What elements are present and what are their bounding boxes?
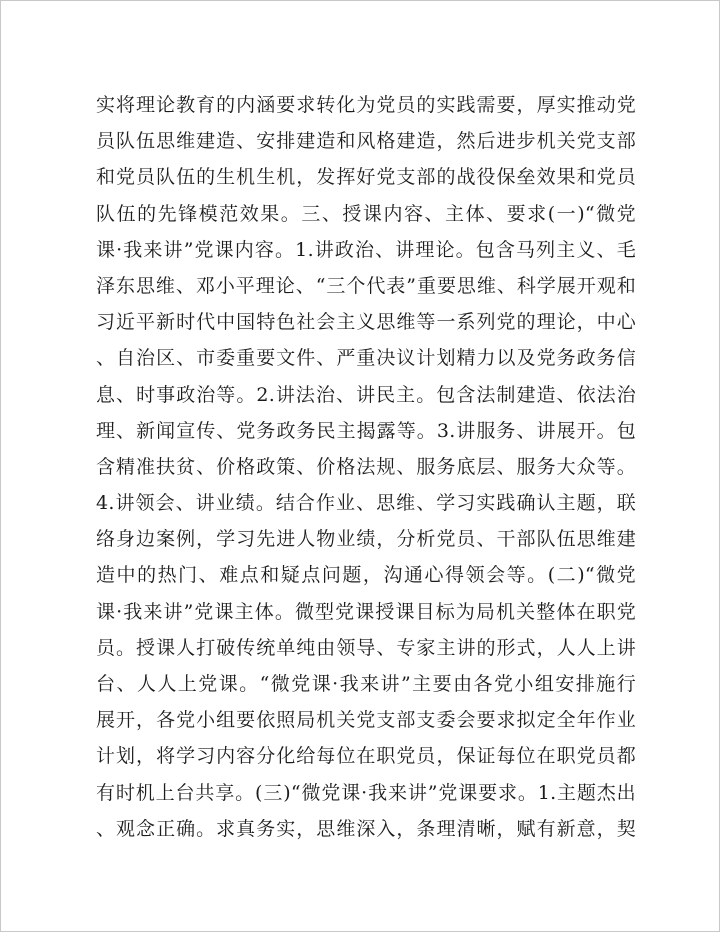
text-line: 4.讲领会、讲业绩。结合作业、思维、学习实践确认主题，联	[96, 492, 636, 515]
text-line: 、观念正确。求真务实，思维深入，条理清晰，赋有新意，契	[96, 817, 636, 840]
text-line: 和党员队伍的生机生机，发挥好党支部的战役保垒效果和党员	[96, 166, 636, 189]
text-line: 实将理论教育的内涵要求转化为党员的实践需要，厚实推动党	[96, 94, 636, 116]
text-line: 员队伍思维建造、安排建造和风格建造，然后进步机关党支部	[96, 130, 636, 153]
text-line: 队伍的先锋模范效果。三、授课内容、主体、要求(一)“微党	[96, 202, 636, 225]
text-line: 台、人人上党课。“微党课·我来讲”主要由各党小组安排施行	[96, 673, 636, 695]
text-line: 展开，各党小组要依照局机关党支部支委会要求拟定全年作业	[96, 709, 636, 732]
text-line: 课·我来讲”党课内容。1.讲政治、讲理论。包含马列主义、毛	[96, 238, 636, 261]
text-line: 计划，将学习内容分化给每位在职党员，保证每位在职党员都	[96, 745, 636, 768]
text-line: 含精准扶贫、价格政策、价格法规、服务底层、服务大众等。	[96, 455, 636, 478]
body-text	[96, 87, 636, 847]
text-line: 、自治区、市委重要文件、严重决议计划精力以及党务政务信	[96, 347, 636, 370]
text-line: 习近平新时代中国特色社会主义思维等一系列党的理论，中心	[96, 311, 636, 334]
text-line: 息、时事政治等。2.讲法治、讲民主。包含法制建造、依法治	[96, 383, 636, 406]
text-line: 课·我来讲”党课主体。微型党课授课目标为局机关整体在职党	[96, 600, 636, 623]
text-line: 络身边案例，学习先进人物业绩，分析党员、干部队伍思维建	[96, 528, 636, 551]
text-line: 理、新闻宣传、党务政务民主揭露等。3.讲服务、讲展开。包	[96, 419, 636, 442]
text-line: 有时机上台共享。(三)“微党课·我来讲”党课要求。1.主题杰出	[96, 781, 636, 804]
text-line: 员。授课人打破传统单纯由领导、专家主讲的形式，人人上讲	[96, 636, 636, 659]
text-line: 造中的热门、难点和疑点问题，沟通心得领会等。(二)“微党	[96, 564, 636, 587]
text-line: 泽东思维、邓小平理论、“三个代表”重要思维、科学展开观和	[96, 274, 636, 297]
